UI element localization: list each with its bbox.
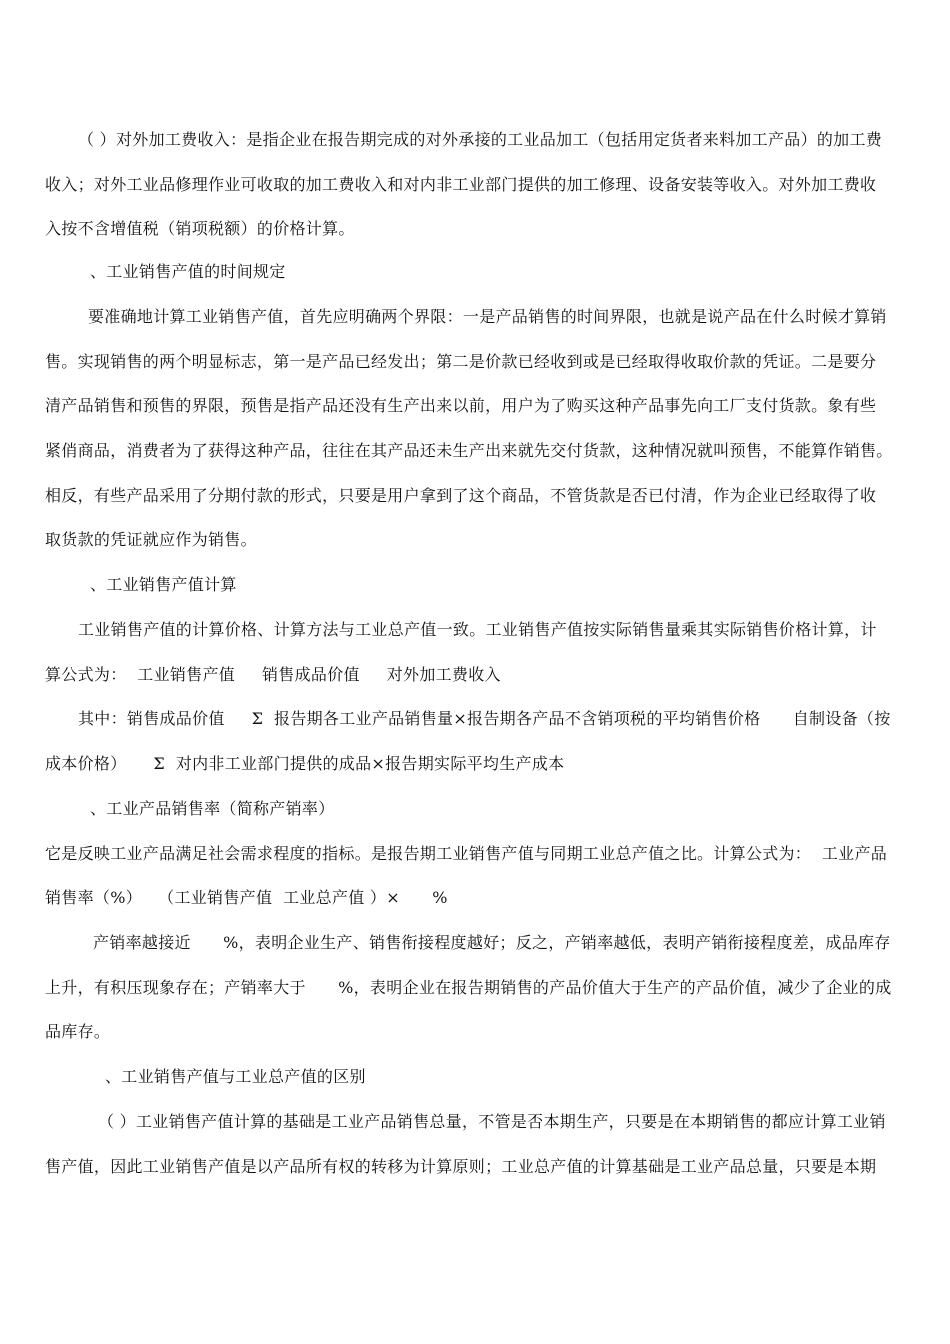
paragraph-line: 取货款的凭证就应作为销售。 <box>45 530 257 549</box>
formula-line: 成本价格） Σ 对内非工业部门提供的成品×报告期实际平均生产成本 <box>45 754 565 773</box>
paragraph-line: 上升，有积压现象存在；产销率大于 %，表明企业在报告期销售的产品价值大于生产的产品价值，减少了企业的成 <box>45 978 892 997</box>
paragraph-line: 它是反映工业产品满足社会需求程度的指标。是报告期工业销售产值与同期工业总产值之比。计算公式为： 工业产品 <box>45 844 888 863</box>
formula-line: 销售率（%） （工业销售产值 工业总产值 ）× % <box>45 888 448 907</box>
formula-line: 算公式为： 工业销售产值 销售成品价值 对外加工费收入 <box>45 665 501 684</box>
paragraph-line: （ ）对外加工费收入：是指企业在报告期完成的对外承接的工业品加工（包括用定货者来料加工产品）的加工费 <box>78 130 883 149</box>
paragraph-line: 入按不含增值税（销项税额）的价格计算。 <box>45 219 355 238</box>
paragraph-line: 品库存。 <box>45 1022 111 1041</box>
paragraph-line: 紧俏商品，消费者为了获得这种产品，往往在其产品还未生产出来就先交付货款，这种情况就叫预售，不能算作销售。 <box>45 441 893 460</box>
paragraph-line: 相反，有些产品采用了分期付款的形式，只要是用户拿到了这个商品，不管货款是否已付清，作为企业已经取得了收 <box>45 486 877 505</box>
paragraph-line: 售产值，因此工业销售产值是以产品所有权的转移为计算原则；工业总产值的计算基础是工业产品总量，只要是本期 <box>45 1157 877 1176</box>
paragraph-line: （ ）工业销售产值计算的基础是工业产品销售总量，不管是否本期生产，只要是在本期销售的都应计算工业销 <box>98 1112 886 1131</box>
paragraph-line: 要准确地计算工业销售产值，首先应明确两个界限：一是产品销售的时间界限，也就是说产品在什么时候才算销 <box>88 307 887 326</box>
formula-line: 其中：销售成品价值 Σ 报告期各工业产品销售量×报告期各产品不含销项税的平均销售价格 自制设备（按 <box>78 709 891 728</box>
section-heading: 、工业销售产值的时间规定 <box>90 262 286 281</box>
section-heading: 、工业产品销售率（简称产销率） <box>90 799 335 818</box>
paragraph-line: 售。实现销售的两个明显标志，第一是产品已经发出；第二是价款已经收到或是已经取得收取价款的凭证。二是要分 <box>45 352 877 371</box>
section-heading: 、工业销售产值计算 <box>90 575 237 594</box>
paragraph-line: 产销率越接近 %，表明企业生产、销售衔接程度越好；反之，产销率越低，表明产销衔接程度差，成品库存 <box>93 933 891 952</box>
paragraph-line: 清产品销售和预售的界限，预售是指产品还没有生产出来以前，用户为了购买这种产品事先向工厂支付货款。象有些 <box>45 396 877 415</box>
section-heading: 、工业销售产值与工业总产值的区别 <box>105 1067 366 1086</box>
paragraph-line: 收入；对外工业品修理作业可收取的加工费收入和对内非工业部门提供的加工修理、设备安装等收入。对外加工费收 <box>45 175 877 194</box>
paragraph-line: 工业销售产值的计算价格、计算方法与工业总产值一致。工业销售产值按实际销售量乘其实际销售价格计算，计 <box>78 620 877 639</box>
